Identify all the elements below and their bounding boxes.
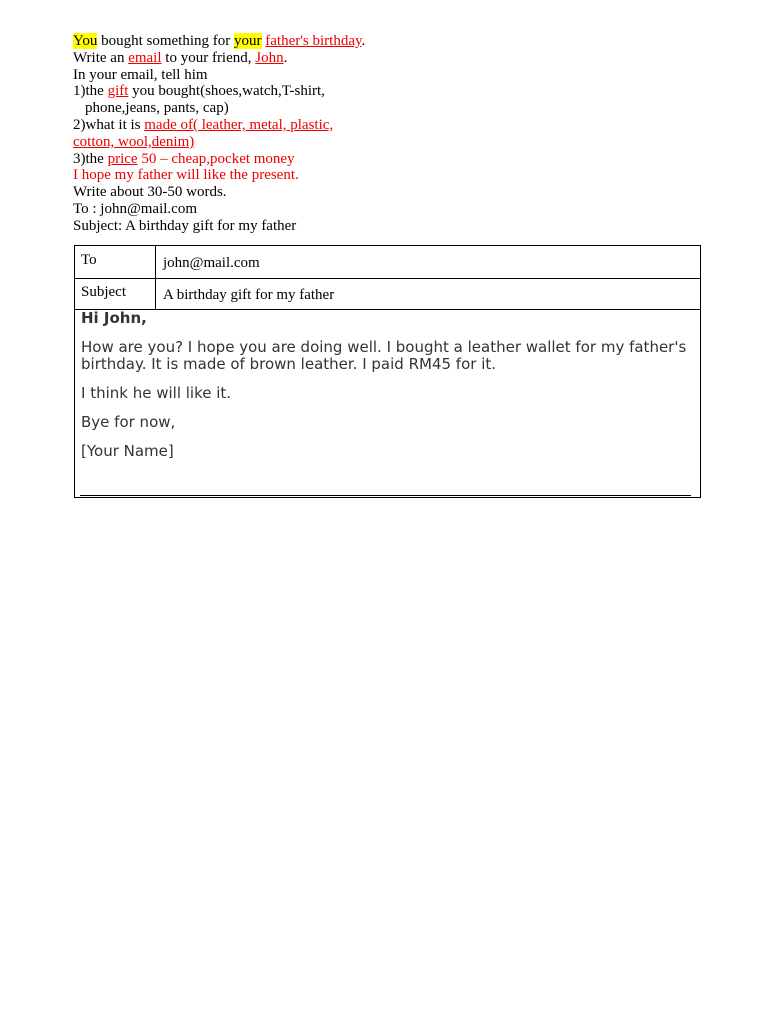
greeting: Hi John, bbox=[81, 309, 147, 327]
instruction-line-2 bbox=[73, 50, 693, 67]
email-body[interactable] bbox=[81, 309, 692, 460]
instruction-line-3: In your email, tell him bbox=[73, 66, 208, 83]
instruction-line-5: phone,jeans, pants, cap) bbox=[85, 100, 229, 117]
keyword-fathers-birthday: father's birthday bbox=[265, 33, 362, 49]
text: 1)the bbox=[73, 83, 108, 100]
instruction-line-12: Subject: A birthday gift for my father bbox=[73, 217, 297, 234]
subject-label: Subject bbox=[75, 278, 156, 309]
text: . bbox=[283, 49, 288, 66]
text: 2)what it is bbox=[73, 116, 145, 133]
instruction-line-7: cotton, wool,denim) bbox=[73, 133, 195, 150]
text: . bbox=[361, 33, 366, 49]
instruction-line-1 bbox=[73, 33, 693, 50]
instruction-line-11: To : john@mail.com bbox=[73, 200, 197, 217]
highlight-you: You bbox=[73, 33, 98, 49]
subject-field[interactable]: A birthday gift for my father bbox=[163, 287, 335, 303]
text: Write an bbox=[73, 49, 129, 66]
writing-line bbox=[80, 495, 691, 496]
to-label: To bbox=[75, 246, 156, 278]
paragraph-1: How are you? I hope you are doing well. I bought a leather wallet for my father's birthday. It is made of brown leather. I paid RM45 for it. bbox=[81, 338, 687, 373]
signature: [Your Name] bbox=[81, 442, 174, 460]
closing: Bye for now, bbox=[81, 413, 176, 431]
instruction-line-9: I hope my father will like the present. bbox=[73, 167, 299, 184]
keyword-price: price bbox=[107, 150, 138, 167]
to-row bbox=[75, 246, 700, 279]
keyword-email: email bbox=[128, 49, 162, 66]
paragraph-2: I think he will like it. bbox=[81, 384, 232, 402]
text: 3)the bbox=[73, 150, 108, 167]
instruction-line-10: Write about 30-50 words. bbox=[73, 184, 227, 201]
text: you bought(shoes,watch,T-shirt, bbox=[128, 83, 325, 100]
keyword-gift: gift bbox=[107, 83, 129, 100]
to-field[interactable]: john@mail.com bbox=[163, 255, 260, 271]
text: to your friend, bbox=[161, 49, 256, 66]
keyword-made-of: made of( leather, metal, plastic, bbox=[144, 116, 334, 133]
task-instructions bbox=[73, 33, 693, 235]
price-hint: 50 – cheap,pocket money bbox=[137, 150, 295, 167]
text: bought something for bbox=[97, 33, 234, 49]
subject-row bbox=[75, 278, 700, 310]
email-form bbox=[74, 245, 701, 498]
instruction-line-8 bbox=[73, 151, 693, 168]
instruction-line-4 bbox=[73, 83, 693, 100]
highlight-your: your bbox=[234, 33, 262, 49]
keyword-john: John bbox=[255, 49, 284, 66]
instruction-line-6 bbox=[73, 117, 693, 134]
